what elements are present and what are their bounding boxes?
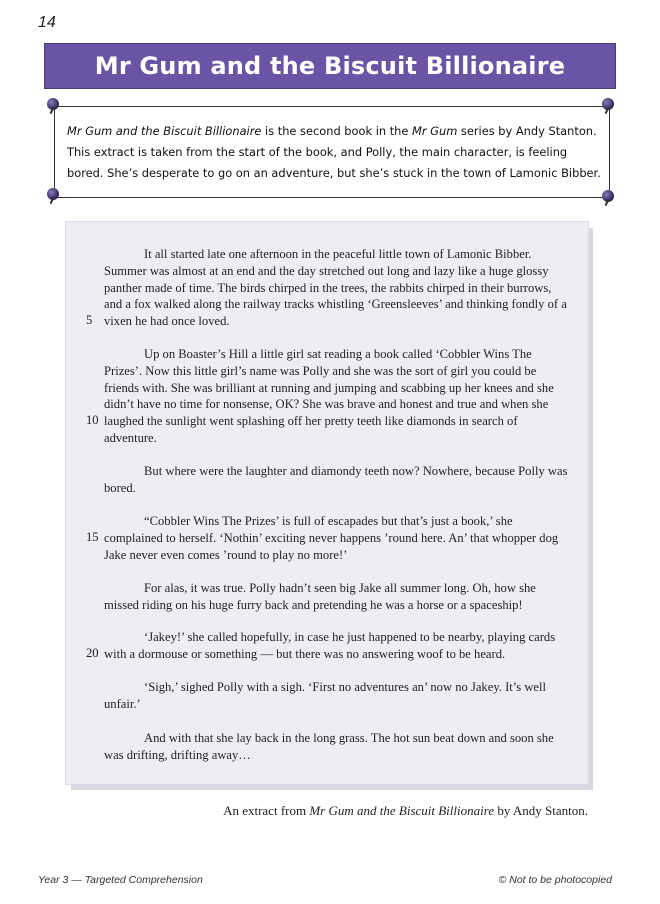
line-number: 10 <box>86 413 99 427</box>
title-banner <box>44 43 616 89</box>
intro-book-title: Mr Gum and the Biscuit Billionaire <box>67 124 262 138</box>
source-book-title: Mr Gum and the Biscuit Billionaire <box>309 803 495 818</box>
line-number: 15 <box>86 530 99 544</box>
extract-paragraph: It all started late one afternoon in the peaceful little town of Lamonic Bibber. Summer was almost at an end and the day stretched out long and lazy like a huge glossy panther made of time. The birds chirped in the trees, the rabbits chirped in their burrows, and a fox walked along the railway tracks whistling ‘Greensleeves’ and thinking fondly of a vixen he had once loved. <box>104 247 567 329</box>
extract-paragraph: ‘Jakey!’ she called hopefully, in case he just happened to be nearby, playing cards with a dormouse or something — but there was no answering woof to be heard. <box>104 630 556 661</box>
pin-icon <box>47 188 59 200</box>
pin-icon <box>602 98 614 110</box>
intro-box <box>54 106 610 198</box>
source-attribution <box>223 803 588 819</box>
footer-right: © Not to be photocopied <box>498 874 612 886</box>
line-number: 5 <box>86 313 93 327</box>
intro-text <box>67 121 603 184</box>
extract-paragraph: ‘Sigh,’ sighed Polly with a sigh. ‘First no adventures an’ now no Jakey. It’s well unfair.’ <box>104 680 547 711</box>
page-number: 14 <box>38 14 56 31</box>
intro-series-name: Mr Gum <box>412 124 458 138</box>
extract-paragraph: But where were the laughter and diamondy teeth now? Nowhere, because Polly was bored. <box>104 464 568 495</box>
extract-paragraph: Up on Boaster’s Hill a little girl sat reading a book called ‘Cobbler Wins The Prizes’. Now this little girl’s name was Polly and she was the sort of girl you could be friends with. She was brilliant at running and jumping and scabbing up her knees and she didn’t have no time for nonsense, OK? She was brave and honest and true and when she laughed the sunlight went splashing off her pretty teeth like diamonds in search of adventure. <box>104 347 554 445</box>
intro-text-part-2: series by Andy Stanton. This extract is taken from the start of the book, and Polly, the main character, is feeling bored. She’s desperate to go on an adventure, but she’s stuck in the town of Lamonic Bibber. <box>67 124 601 180</box>
pin-icon <box>602 190 614 202</box>
extract-paragraph: For alas, it was true. Polly hadn’t seen big Jake all summer long. Oh, how she missed riding on his huge furry back and pretending he was a horse or a spaceship! <box>104 581 536 612</box>
extract-paragraph: “Cobbler Wins The Prizes’ is full of escapades but that’s just a book,’ she complained to herself. ‘Nothin’ exciting never happens ’round here. An’ that whopper dog Jake never even comes ’round to play no more!’ <box>104 514 559 562</box>
extract-paragraph: And with that she lay back in the long grass. The hot sun beat down and soon she was drifting, drifting away… <box>104 731 554 762</box>
page-title: Mr Gum and the Biscuit Billionaire <box>94 52 566 80</box>
pin-icon <box>47 98 59 110</box>
source-prefix: An extract from <box>223 803 310 818</box>
intro-text-part-1: is the second book in the <box>261 124 413 138</box>
source-suffix: by Andy Stanton. <box>494 803 588 818</box>
line-number: 20 <box>86 646 99 660</box>
footer-left: Year 3 — Targeted Comprehension <box>38 874 203 886</box>
